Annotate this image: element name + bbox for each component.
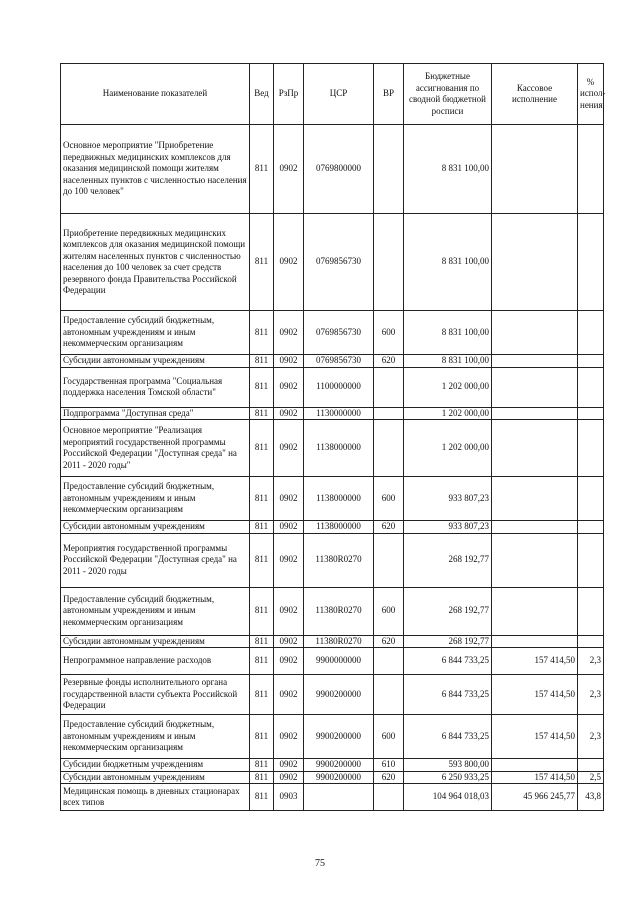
row-name: Субсидии автономным учреждениям [61, 521, 250, 534]
row-rzpr: 0903 [274, 784, 304, 811]
row-pct [578, 759, 604, 772]
row-budget: 1 202 000,00 [404, 407, 492, 420]
row-csr: 9900200000 [304, 715, 374, 759]
row-name: Субсидии бюджетным учреждениям [61, 759, 250, 772]
row-cash [492, 635, 578, 648]
row-ved: 811 [250, 521, 274, 534]
row-vr [374, 367, 404, 407]
row-rzpr: 0902 [274, 635, 304, 648]
row-name: Медицинская помощь в дневных стационарах всех типов [61, 784, 250, 811]
row-ved: 811 [250, 648, 274, 675]
row-csr: 11380R0270 [304, 635, 374, 648]
row-vr: 600 [374, 311, 404, 355]
row-pct: 43,8 [578, 784, 604, 811]
row-budget: 268 192,77 [404, 635, 492, 648]
row-cash [492, 477, 578, 521]
header-name: Наименование показателей [61, 64, 250, 125]
row-cash [492, 214, 578, 311]
row-name: Предоставление субсидий бюджетным, автономным учреждениям и иным некоммерческим организациям [61, 587, 250, 635]
row-vr: 620 [374, 355, 404, 368]
row-name: Мероприятия государственной программы Российской Федерации "Доступная среда" на 2011 - 2020 годы [61, 533, 250, 587]
row-budget: 104 964 018,03 [404, 784, 492, 811]
row-cash: 157 414,50 [492, 675, 578, 715]
row-csr: 9900200000 [304, 675, 374, 715]
row-ved: 811 [250, 635, 274, 648]
row-csr: 0769856730 [304, 311, 374, 355]
row-budget: 933 807,23 [404, 521, 492, 534]
row-csr [304, 784, 374, 811]
page-number: 75 [315, 858, 325, 869]
row-csr: 9900000000 [304, 648, 374, 675]
table-row [61, 533, 604, 587]
row-pct [578, 587, 604, 635]
row-name: Подпрограмма "Доступная среда" [61, 407, 250, 420]
row-budget: 6 844 733,25 [404, 715, 492, 759]
row-pct [578, 214, 604, 311]
row-name: Основное мероприятие "Реализация мероприятий государственной программы Российской Федерации "Доступная среда" на 2011 - 2020 годы" [61, 420, 250, 477]
row-name: Резервные фонды исполнительного органа государственной власти субъекта Российской Федерации [61, 675, 250, 715]
row-ved: 811 [250, 477, 274, 521]
table-row [61, 477, 604, 521]
row-budget: 8 831 100,00 [404, 214, 492, 311]
table-row [61, 759, 604, 772]
row-rzpr: 0902 [274, 367, 304, 407]
row-cash [492, 125, 578, 214]
row-csr: 0769800000 [304, 125, 374, 214]
row-rzpr: 0902 [274, 675, 304, 715]
row-cash [492, 367, 578, 407]
row-name: Субсидии автономным учреждениям [61, 355, 250, 368]
row-ved: 811 [250, 125, 274, 214]
row-cash: 157 414,50 [492, 715, 578, 759]
row-csr: 1138000000 [304, 477, 374, 521]
row-cash [492, 759, 578, 772]
row-budget: 1 202 000,00 [404, 420, 492, 477]
row-cash [492, 533, 578, 587]
row-rzpr: 0902 [274, 648, 304, 675]
row-rzpr: 0902 [274, 125, 304, 214]
row-budget: 8 831 100,00 [404, 311, 492, 355]
row-vr: 620 [374, 771, 404, 784]
row-vr [374, 420, 404, 477]
table-header-row [61, 64, 604, 125]
header-cash: Кассовое исполнение [492, 64, 578, 125]
row-name: Приобретение передвижных медицинских комплексов для оказания медицинской помощи жителям населенных пунктов с численностью населения до 100 человек за счет средств резервного фонда Правительства Российской Федерации [61, 214, 250, 311]
row-csr: 9900200000 [304, 771, 374, 784]
row-name: Субсидии автономным учреждениям [61, 635, 250, 648]
row-rzpr: 0902 [274, 214, 304, 311]
row-csr: 11380R0270 [304, 587, 374, 635]
row-pct [578, 311, 604, 355]
table-row [61, 367, 604, 407]
table-row [61, 587, 604, 635]
row-name: Непрограммное направление расходов [61, 648, 250, 675]
table-row [61, 214, 604, 311]
row-budget: 8 831 100,00 [404, 355, 492, 368]
table-row [61, 355, 604, 368]
row-budget: 268 192,77 [404, 533, 492, 587]
row-pct [578, 407, 604, 420]
row-cash: 45 966 245,77 [492, 784, 578, 811]
row-budget: 8 831 100,00 [404, 125, 492, 214]
row-rzpr: 0902 [274, 521, 304, 534]
row-vr [374, 675, 404, 715]
row-csr: 1130000000 [304, 407, 374, 420]
row-pct [578, 355, 604, 368]
row-pct: 2,3 [578, 675, 604, 715]
row-ved: 811 [250, 420, 274, 477]
row-pct: 2,3 [578, 715, 604, 759]
row-ved: 811 [250, 759, 274, 772]
row-ved: 811 [250, 533, 274, 587]
row-vr [374, 214, 404, 311]
table-row [61, 420, 604, 477]
row-vr: 620 [374, 635, 404, 648]
row-name: Субсидии автономным учреждениям [61, 771, 250, 784]
row-budget: 1 202 000,00 [404, 367, 492, 407]
row-csr: 1100000000 [304, 367, 374, 407]
row-pct [578, 477, 604, 521]
header-ved: Вед [250, 64, 274, 125]
header-csr: ЦСР [304, 64, 374, 125]
row-vr [374, 784, 404, 811]
table-row [61, 771, 604, 784]
row-cash: 157 414,50 [492, 648, 578, 675]
row-budget: 593 800,00 [404, 759, 492, 772]
row-cash: 157 414,50 [492, 771, 578, 784]
row-ved: 811 [250, 784, 274, 811]
row-ved: 811 [250, 771, 274, 784]
row-vr [374, 407, 404, 420]
row-vr [374, 533, 404, 587]
row-pct [578, 367, 604, 407]
row-rzpr: 0902 [274, 407, 304, 420]
row-csr: 1138000000 [304, 420, 374, 477]
row-rzpr: 0902 [274, 477, 304, 521]
row-csr: 9900200000 [304, 759, 374, 772]
row-budget: 6 844 733,25 [404, 648, 492, 675]
row-cash [492, 587, 578, 635]
table-row [61, 784, 604, 811]
header-budget: Бюджетные ассигнования по сводной бюджетной росписи [404, 64, 492, 125]
row-vr [374, 125, 404, 214]
row-pct: 2,3 [578, 648, 604, 675]
row-rzpr: 0902 [274, 771, 304, 784]
table-row [61, 125, 604, 214]
budget-execution-table [60, 63, 604, 811]
row-ved: 811 [250, 355, 274, 368]
row-vr: 620 [374, 521, 404, 534]
row-rzpr: 0902 [274, 759, 304, 772]
row-csr: 1138000000 [304, 521, 374, 534]
row-budget: 268 192,77 [404, 587, 492, 635]
row-vr: 600 [374, 477, 404, 521]
row-cash [492, 521, 578, 534]
header-pct: % испол-нения [578, 64, 604, 125]
row-rzpr: 0902 [274, 587, 304, 635]
row-name: Предоставление субсидий бюджетным, автономным учреждениям и иным некоммерческим организациям [61, 477, 250, 521]
row-budget: 6 250 933,25 [404, 771, 492, 784]
row-name: Государственная программа "Социальная поддержка населения Томской области" [61, 367, 250, 407]
row-rzpr: 0902 [274, 311, 304, 355]
row-pct [578, 521, 604, 534]
row-cash [492, 355, 578, 368]
row-pct [578, 420, 604, 477]
row-rzpr: 0902 [274, 420, 304, 477]
row-csr: 11380R0270 [304, 533, 374, 587]
row-pct [578, 533, 604, 587]
table-row [61, 675, 604, 715]
row-ved: 811 [250, 214, 274, 311]
row-pct [578, 635, 604, 648]
row-vr: 610 [374, 759, 404, 772]
table-row [61, 715, 604, 759]
row-vr [374, 648, 404, 675]
row-ved: 811 [250, 367, 274, 407]
row-rzpr: 0902 [274, 355, 304, 368]
row-ved: 811 [250, 587, 274, 635]
row-budget: 6 844 733,25 [404, 675, 492, 715]
table-row [61, 648, 604, 675]
row-ved: 811 [250, 407, 274, 420]
table-row [61, 407, 604, 420]
header-rzpr: РзПр [274, 64, 304, 125]
row-pct [578, 125, 604, 214]
table-row [61, 521, 604, 534]
row-name: Предоставление субсидий бюджетным, автономным учреждениям и иным некоммерческим организациям [61, 311, 250, 355]
row-cash [492, 311, 578, 355]
table-row [61, 311, 604, 355]
row-ved: 811 [250, 311, 274, 355]
row-csr: 0769856730 [304, 214, 374, 311]
row-rzpr: 0902 [274, 533, 304, 587]
row-cash [492, 420, 578, 477]
row-name: Основное мероприятие "Приобретение передвижных медицинских комплексов для оказания медицинской помощи жителям населенных пунктов с численностью населения до 100 человек" [61, 125, 250, 214]
row-vr: 600 [374, 715, 404, 759]
table-row [61, 635, 604, 648]
row-rzpr: 0902 [274, 715, 304, 759]
row-vr: 600 [374, 587, 404, 635]
row-ved: 811 [250, 715, 274, 759]
row-ved: 811 [250, 675, 274, 715]
row-csr: 0769856730 [304, 355, 374, 368]
row-pct: 2,5 [578, 771, 604, 784]
row-cash [492, 407, 578, 420]
row-name: Предоставление субсидий бюджетным, автономным учреждениям и иным некоммерческим организациям [61, 715, 250, 759]
row-budget: 933 807,23 [404, 477, 492, 521]
header-vr: ВР [374, 64, 404, 125]
